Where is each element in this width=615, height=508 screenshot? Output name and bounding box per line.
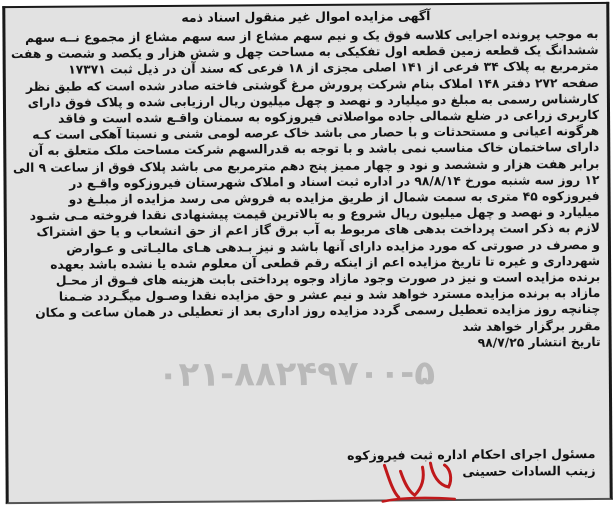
handwritten-underline [383, 498, 455, 502]
notice-line: برابر هفت هزار و ششصد و نود و چهار ممیز پنج دهم مترمربع می باشد پلاک فوق از ساعت ۹ الی [12, 156, 600, 175]
notice-line: به موجب پرونده اجرایی کلاسه فوق یک و نیم سهم مشاع از سه سهم مشاع از مجموع نــه سهم [24, 26, 599, 45]
notice-line: مترمربع به پلاک ۳۴ فرعی از ۱۴۱ اصلی مجزی از ۱۸ فرعی که سند آن در ذیل ثبت ۱۷۳۷۱ [68, 59, 599, 78]
handwritten-mark [378, 457, 458, 506]
notice-line: فیروزکوه ۴۵ متری به سمت شمال از طریق مزایده به فروش می رسد مزایده از مبلـغ دو [68, 188, 600, 207]
notice-line: میلیارد و نهصد و چهل میلیون ریال شروع و به بالاترین قیمت پیشنهادی نقدا فروخته مـی شـود [29, 205, 600, 224]
notice-line: هرگونه اعیانی و مستحدثات و با حصار می باشد خاک عرصه لومی شنی و نسبتا آهکی است کـه [32, 124, 600, 143]
notice-line: ششدانگ یک قطعه زمین قطعه اول تفکیکی به مساحت چهل و شش هزار و یکصد و شصت و هفت [10, 43, 599, 62]
handwritten-stroke [384, 463, 450, 497]
notice-line: کاربری زراعی در ضلع شمالی جاده مواصلاتی فیروزکوه به سمنان واقـع شده است و فاقد [58, 107, 600, 126]
notice-line: تاریخ انتشار ۹۸/۷/۲۵ [477, 334, 601, 350]
phone-watermark: ۰۲۱-۸۸۲۴۹۷۰۰-۵ [157, 353, 436, 396]
notice-line: لازم به ذکر است پرداخت بدهی های مربوط به آب برق گاز اعم از حق انشعاب و یا حق اشتراک [36, 221, 600, 240]
notice-body [10, 26, 601, 354]
notice-line: صفحه ۲۷۲ دفتر ۱۴۸ املاک بنام شرکت پرورش مرغ گوشتی فاخته صادر شده است که طبق نظر [25, 75, 599, 94]
signature-office: مسئول اجرای احکام اداره ثبت فیروزکوه [347, 445, 596, 463]
newspaper-clipping [2, 2, 612, 504]
notice-line: و مصرف در صورتی که مورد مزایده دارای آنها باشد و نیز بـدهی هـای مالیـاتی و عـوارض [66, 237, 600, 256]
notice-line: دارای ساختمان خاک مناسب نمی باشد و با توجه به قدرالسهم شرکت مساحت ملک متعلق به آن [28, 140, 600, 159]
signature-name: زینب السادات حسینی [462, 462, 596, 479]
notice-line: چنانچه روز مزایده تعطیل رسمی گردد مزایده روز اداری بعد از تعطیلی در همان ساعت و مکان [35, 302, 601, 321]
notice-line: مازاد به برنده مزایده مسترد خواهد شد و نیم عشر و حق مزایده نقدا وصـول میگـردد ضـمنا [58, 286, 601, 304]
notice-line: مقرر برگزار خواهد شد [462, 318, 601, 334]
notice-line: کارشناس رسمی به مبلغ دو میلیارد و نهصد و چهل میلیون ریال ارزیابی شده و پلاک فوق دارای [27, 91, 599, 110]
notice-line: برنده مزایده است و نیز در صورت وجود مازاد وجوه پرداختی بابت هزینه های فـوق از محـل [55, 270, 601, 288]
notice-line: شهرداری و غیره تا تاریخ مزایده اعم از اینکه رقم قطعی آن معلوم شده یا نشده باشد بعهده [50, 253, 601, 272]
notice-title: آگهی مزایده اموال غیر منقول اسناد ذمه [181, 8, 431, 25]
notice-line: ۱۲ روز سه شنبه مورخ ۹۸/۸/۱۴ در اداره ثبت اسناد و املاک شهرستان فیروزکوه واقـع در [69, 172, 600, 191]
